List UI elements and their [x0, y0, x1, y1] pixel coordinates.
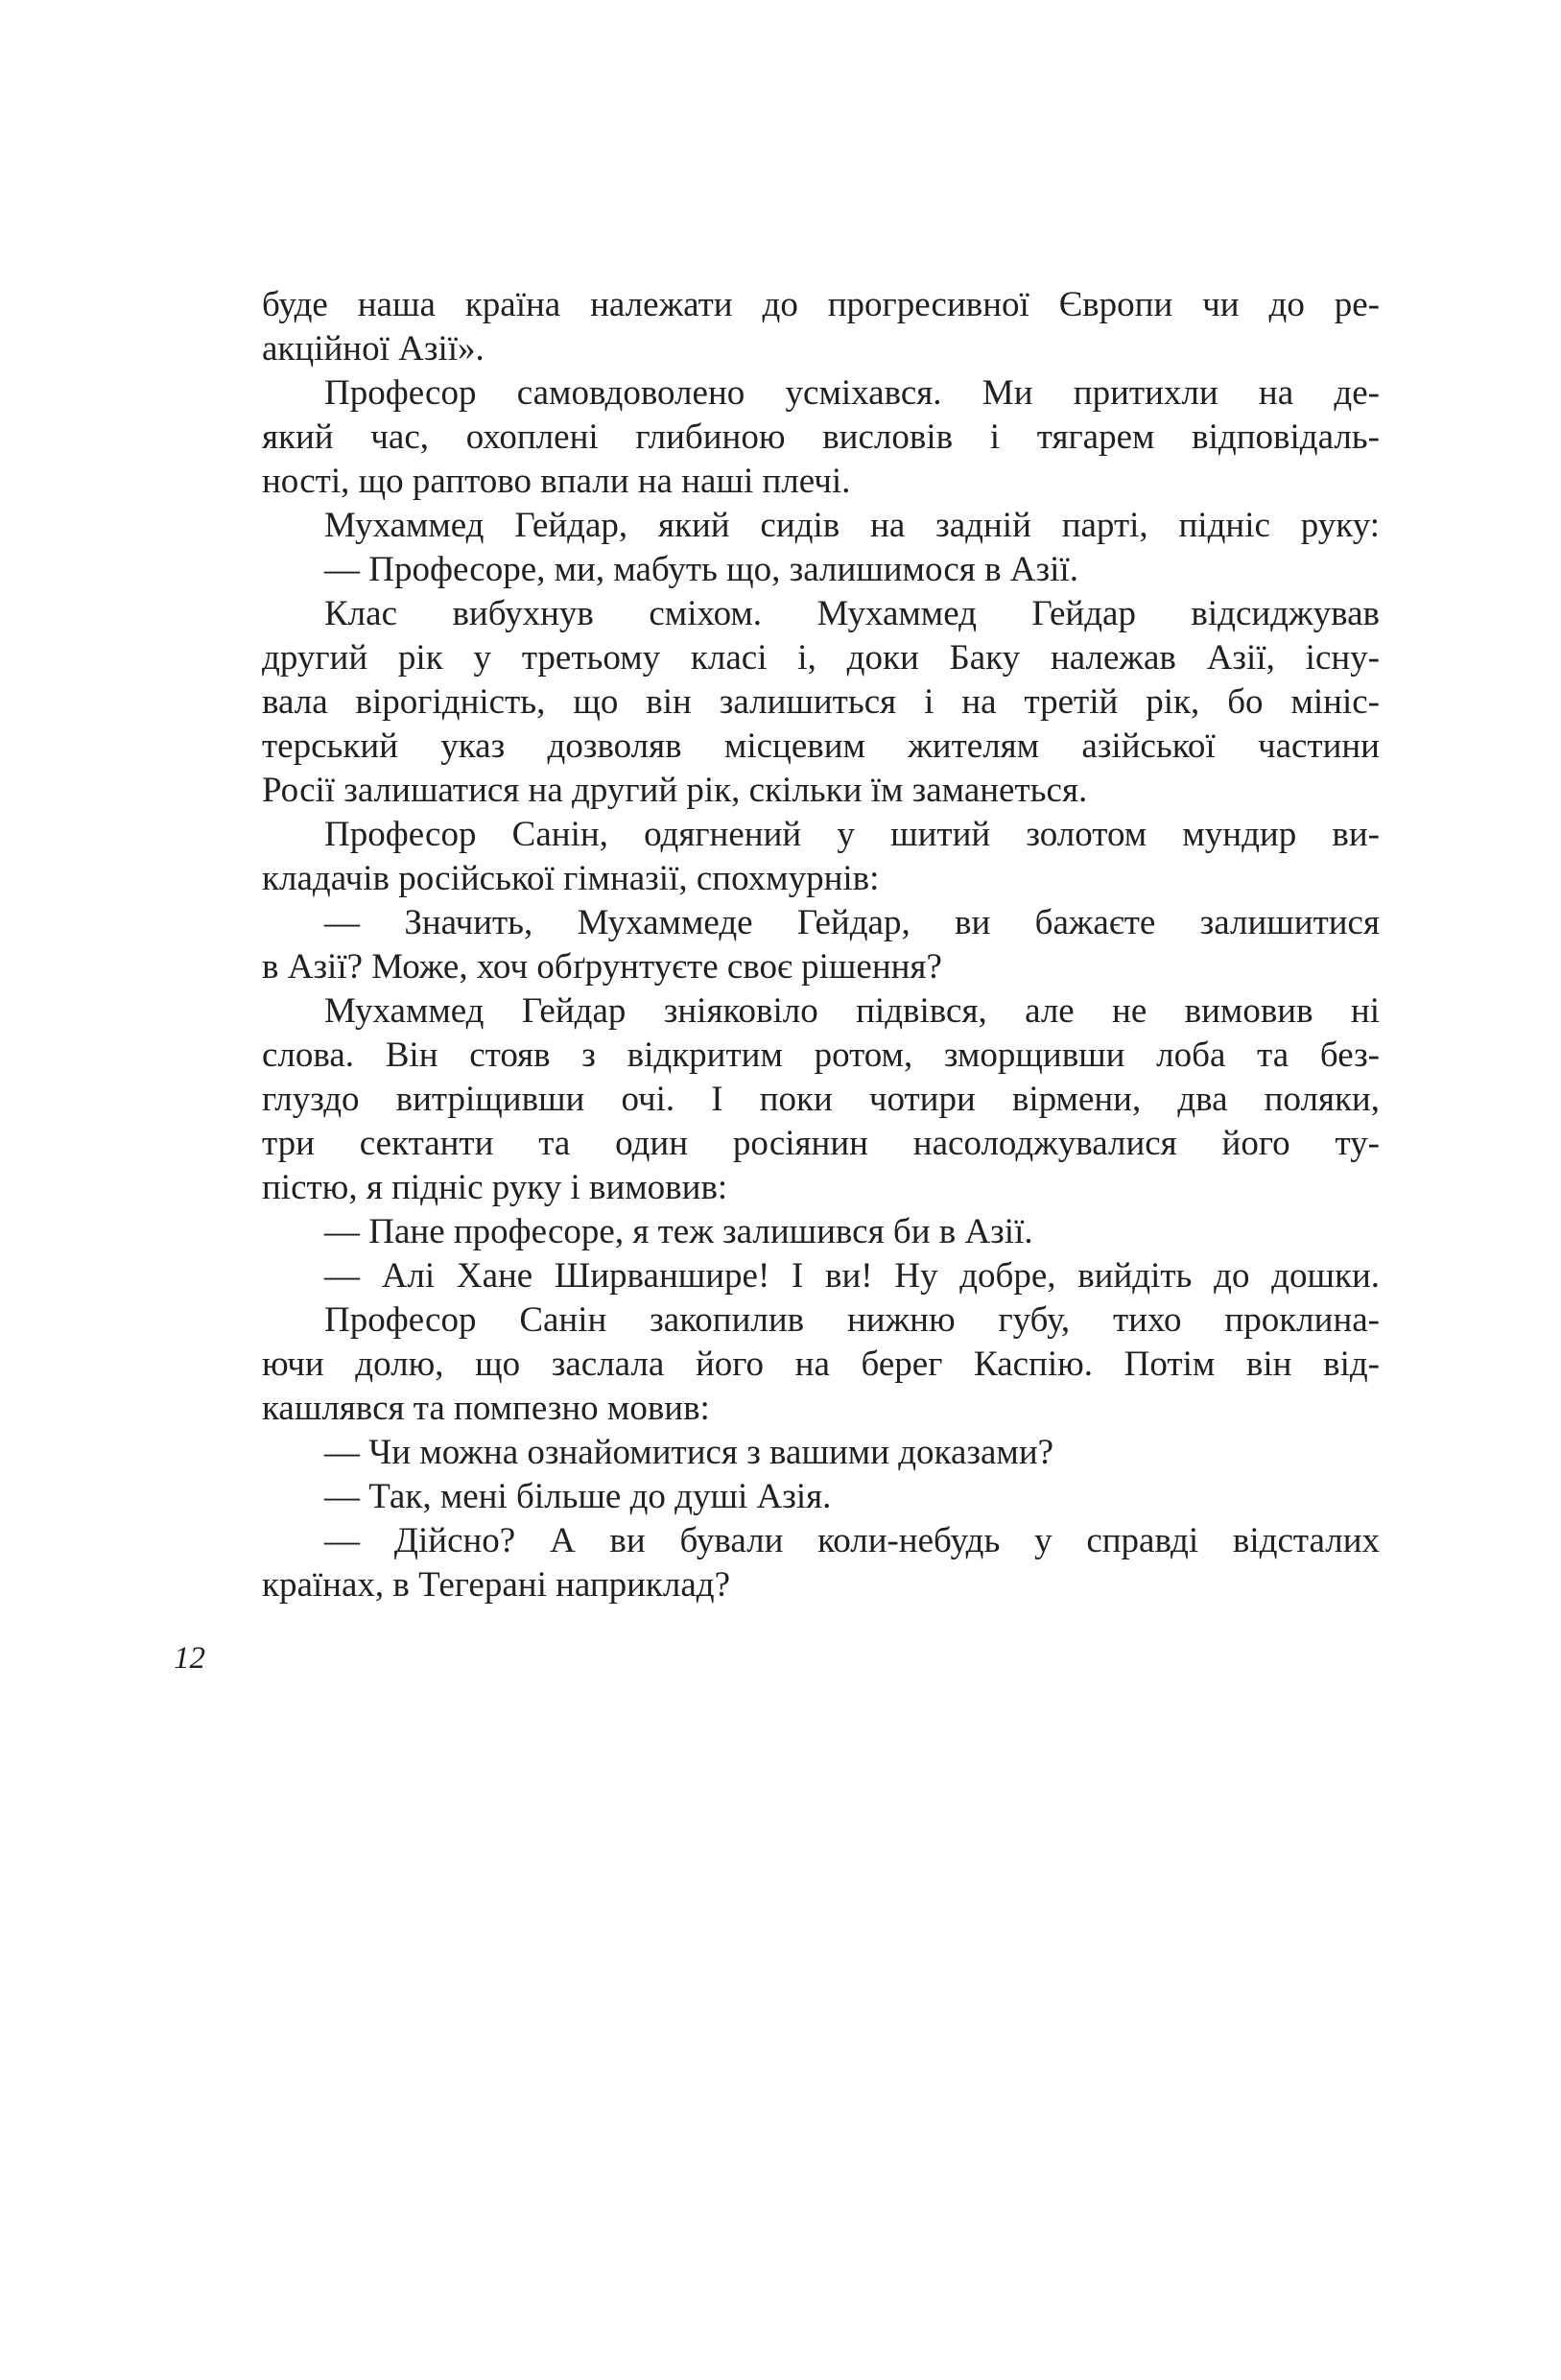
- text-line: кладачів російської гімназії, спохмурнів:: [262, 859, 880, 898]
- text-line: — Алі Хане Ширваншире! І ви! Ну добре, вийдіть до дошки.: [324, 1256, 1380, 1296]
- text-line: другий рік у третьому класі і, доки Баку належав Азії, існу-: [262, 638, 1380, 678]
- text-line: — Пане професоре, я теж залишився би в Азії.: [324, 1212, 1033, 1251]
- text-line: — Чи можна ознайомитися з вашими доказами?: [324, 1433, 1054, 1472]
- text-line: ності, що раптово впали на наші плечі.: [262, 462, 851, 501]
- text-line: в Азії? Може, хоч обґрунтуєте своє рішення?: [262, 947, 942, 987]
- text-line: Професор самовдоволено усміхався. Ми притихли на де-: [324, 373, 1380, 413]
- text-line: Мухаммед Гейдар, який сидів на задній парті, підніс руку:: [324, 506, 1380, 545]
- text-line: акційної Азії».: [262, 329, 485, 369]
- text-line: Професор Санін закопилив нижню губу, тихо проклина-: [324, 1300, 1380, 1340]
- text-line: ючи долю, що заслала його на берег Каспію. Потім він від-: [262, 1345, 1380, 1384]
- page-body-text: [262, 283, 1380, 1607]
- text-line: країнах, в Тегерані наприклад?: [262, 1565, 731, 1605]
- text-line: Росії залишатися на другий рік, скільки їм заманеться.: [262, 771, 1088, 810]
- text-line: терський указ дозволяв місцевим жителям азійської частини: [262, 726, 1380, 766]
- text-line: Мухаммед Гейдар зніяковіло підвівся, але не вимовив ні: [324, 991, 1380, 1031]
- text-line: який час, охоплені глибиною висловів і тягарем відповідаль-: [262, 417, 1380, 457]
- text-line: глуздо витріщивши очі. І поки чотири вірмени, два поляки,: [262, 1080, 1380, 1119]
- text-line: кашлявся та помпезно мовив:: [262, 1389, 710, 1428]
- text-line: Клас вибухнув сміхом. Мухаммед Гейдар відсиджував: [324, 594, 1380, 633]
- text-line: пістю, я підніс руку і вимовив:: [262, 1168, 728, 1207]
- text-line: буде наша країна належати до прогресивної Європи чи до ре-: [262, 285, 1380, 324]
- text-line: слова. Він стояв з відкритим ротом, зморщивши лоба та без-: [262, 1035, 1380, 1075]
- text-line: — Дійсно? А ви бували коли-небудь у справді відсталих: [324, 1521, 1380, 1560]
- text-line: вала вірогідність, що він залишиться і на третій рік, бо мініс-: [262, 682, 1380, 722]
- text-line: — Значить, Мухаммеде Гейдар, ви бажаєте залишитися: [324, 903, 1380, 942]
- text-line: Професор Санін, одягнений у шитий золотом мундир ви-: [324, 815, 1380, 854]
- text-line: три сектанти та один росіянин насолоджувалися його ту-: [262, 1124, 1380, 1163]
- text-line: — Так, мені більше до душі Азія.: [324, 1477, 832, 1516]
- page-number: 12: [174, 1641, 205, 1676]
- text-line: — Професоре, ми, мабуть що, залишимося в Азії.: [324, 550, 1078, 589]
